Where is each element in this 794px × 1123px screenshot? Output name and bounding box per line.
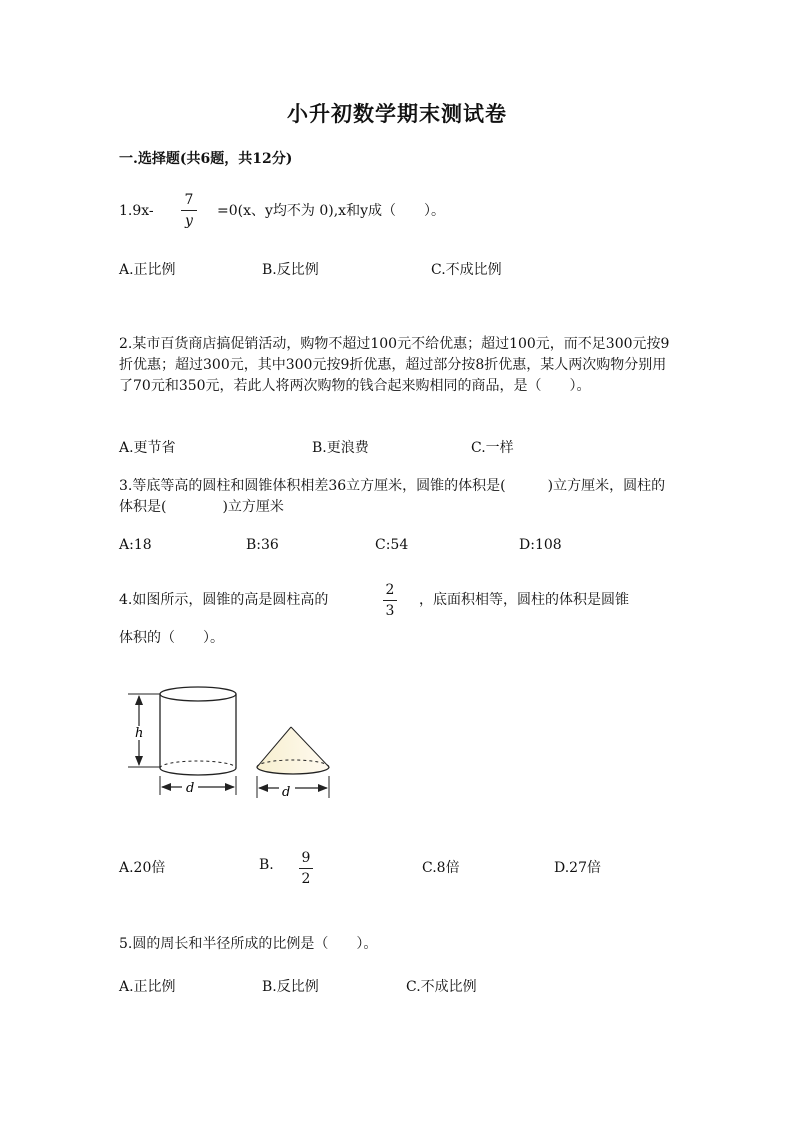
q3-option-c[interactable]: C:54 (375, 537, 409, 553)
q1-fraction (181, 192, 197, 229)
q4-option-b-fraction (299, 850, 313, 887)
q5-option-c[interactable]: C.不成比例 (406, 979, 477, 995)
q1-frac-den: y (185, 213, 193, 229)
q1-option-b[interactable]: B.反比例 (262, 262, 319, 278)
q5-option-b[interactable]: B.反比例 (262, 979, 319, 995)
q4-option-d[interactable]: D.27倍 (554, 860, 601, 876)
cone-diameter-arrow (257, 776, 329, 798)
q4-fraction (383, 582, 397, 619)
q4-option-a[interactable]: A.20倍 (119, 860, 166, 876)
q5-text: 5.圆的周长和半径所成的比例是（ ）。 (119, 936, 378, 952)
q3-option-b[interactable]: B:36 (246, 537, 279, 553)
q4-line2: 体积的（ ）。 (119, 630, 224, 646)
q2-option-c[interactable]: C.一样 (471, 440, 514, 456)
fraction-bar (383, 600, 397, 601)
cone-shape (257, 727, 329, 774)
cylinder-cone-figure (120, 680, 340, 805)
q1-frac-num: 7 (184, 192, 194, 208)
q4-prefix: 4.如图所示，圆锥的高是圆柱高的 (119, 592, 329, 608)
cylinder-shape (160, 687, 236, 775)
q4-frac-den: 3 (385, 603, 395, 619)
height-label: h (135, 726, 144, 741)
q1-prefix: 1.9x- (119, 203, 154, 219)
q1-suffix: =0(x、y均不为 0),x和y成（ ）。 (217, 203, 445, 219)
fraction-bar (181, 210, 197, 211)
q3-option-a[interactable]: A:18 (119, 537, 152, 553)
q3-option-d[interactable]: D:108 (519, 537, 562, 553)
q2-option-a[interactable]: A.更节省 (119, 440, 176, 456)
q3-text: 3.等底等高的圆柱和圆锥体积相差36立方厘米，圆锥的体积是( )立方厘米，圆柱的体积是( )立方厘米 (119, 478, 666, 515)
q1-option-a[interactable]: A.正比例 (119, 262, 176, 278)
height-arrow (128, 694, 160, 767)
q5-option-a[interactable]: A.正比例 (119, 979, 176, 995)
q4-option-b-num: 9 (301, 850, 311, 866)
q4-frac-num: 2 (385, 582, 395, 598)
section-heading: 一.选择题(共6题，共12分) (119, 151, 293, 167)
q4-option-b[interactable]: B. (259, 857, 274, 873)
q2-option-b[interactable]: B.更浪费 (312, 440, 369, 456)
q4-suffix: ，底面积相等，圆柱的体积是圆锥 (419, 592, 629, 608)
q1-option-c[interactable]: C.不成比例 (431, 262, 502, 278)
q2-text: 2.某市百货商店搞促销活动，购物不超过100元不给优惠；超过100元，而不足300元按9折优惠；超过300元，其中300元按9折优惠，超过部分按8折优惠，某人两次购物分别用了70元和350元，若此人将两次购物的钱合起来购相同的商品，是（ ）。 (119, 336, 670, 394)
cone-diameter-label: d (282, 785, 291, 800)
q4-option-b-den: 2 (301, 871, 311, 887)
cylinder-diameter-label: d (186, 781, 195, 796)
page-title: 小升初数学期末测试卷 (287, 101, 507, 126)
q4-option-c[interactable]: C.8倍 (422, 860, 460, 876)
cylinder-diameter-arrow (160, 776, 236, 795)
fraction-bar (299, 868, 313, 869)
